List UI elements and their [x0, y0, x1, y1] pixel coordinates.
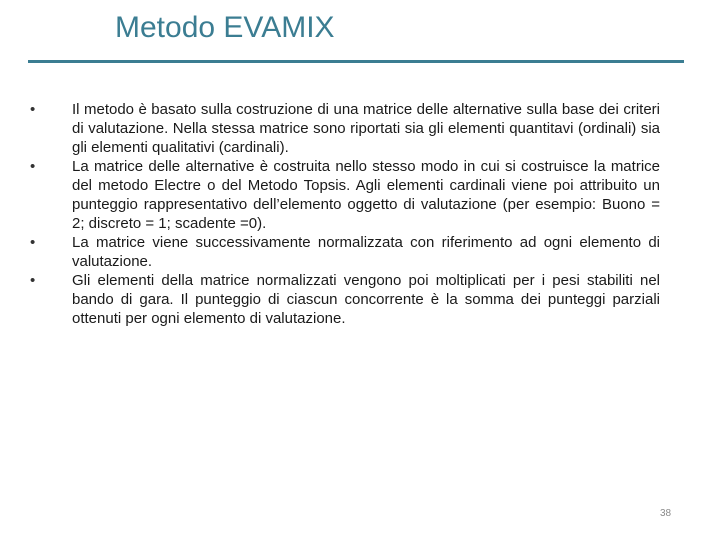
bullet-item-1 — [30, 100, 660, 157]
bullet-text-1: Il metodo è basato sulla costruzione di una matrice delle alternative sulla base dei criteri di valutazione. Nella stessa matrice sono riportati sia gli elementi quantitavi (ordinali) sia gli elementi qualitativi (cardinali). — [72, 101, 660, 156]
page-number: 38 — [660, 508, 672, 519]
bullet-text-2: La matrice delle alternative è costruita nello stesso modo in cui si costruisce la matrice del metodo Electre o del Metodo Topsis. Agli elementi cardinali viene poi attribuito un punteggio rappresentativo dell’elemento oggetto di valutazione (per esempio: Buono = 2; discreto = 1; scadente =0). — [72, 158, 660, 232]
bullet-dot-icon: • — [30, 272, 36, 289]
bullet-dot-icon: • — [30, 101, 36, 118]
bullet-dot-icon: • — [30, 158, 36, 175]
slide-title: Metodo EVAMIX — [115, 11, 335, 44]
bullet-item-4 — [30, 271, 660, 328]
bullet-dot-icon: • — [30, 234, 36, 251]
bullet-item-2 — [30, 157, 660, 233]
bullet-text-4: Gli elementi della matrice normalizzati vengono poi moltiplicati per i pesi stabiliti nel bando di gara. Il punteggio di ciascun concorrente è la somma dei punteggi parziali ottenuti per ogni elemento di valutazione. — [72, 272, 660, 327]
bullet-list — [30, 100, 660, 328]
bullet-text-3: La matrice viene successivamente normalizzata con riferimento ad ogni elemento di valutazione. — [72, 234, 660, 270]
title-divider — [28, 60, 684, 63]
bullet-item-3 — [30, 233, 660, 271]
